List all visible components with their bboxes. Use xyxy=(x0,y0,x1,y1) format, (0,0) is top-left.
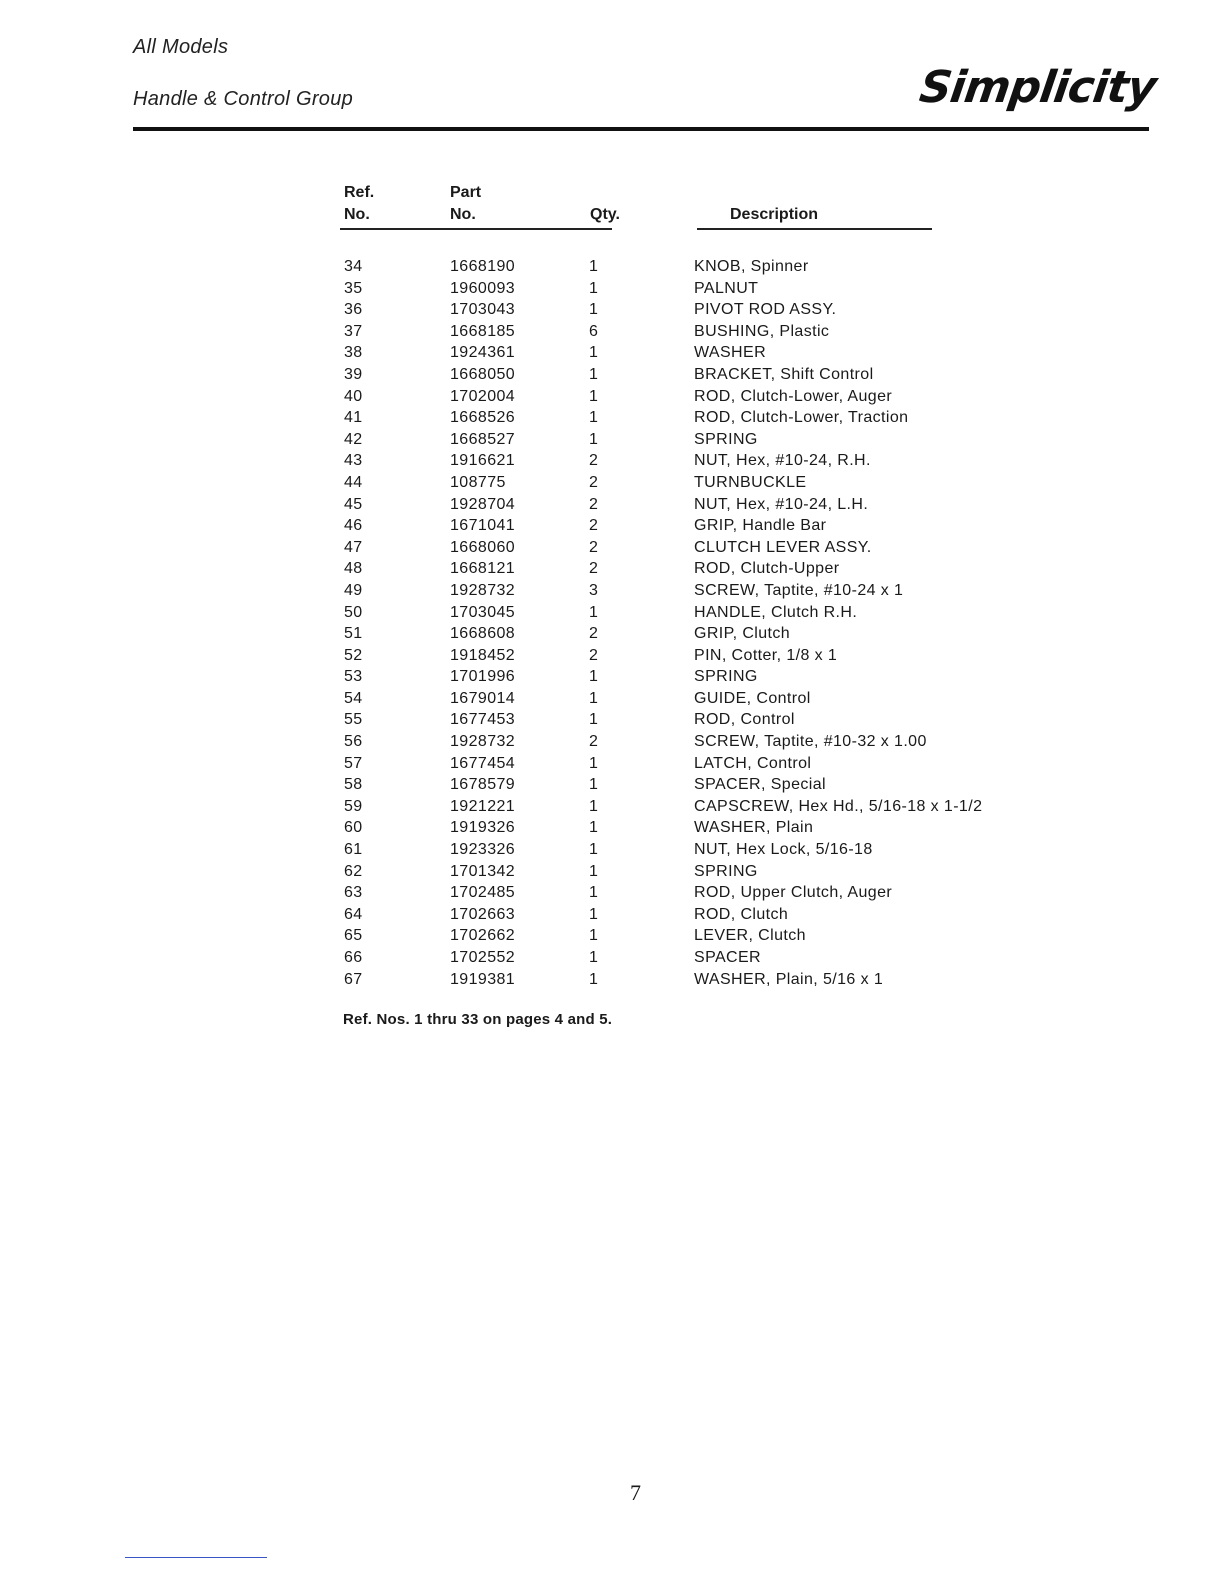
table-row xyxy=(0,839,1224,861)
table-row xyxy=(0,299,1224,321)
part-no-cell: 1668527 xyxy=(450,430,516,448)
ref-no-cell: 47 xyxy=(344,538,363,556)
part-no-cell: 1679014 xyxy=(450,689,516,707)
description-cell: GUIDE, Control xyxy=(694,689,811,707)
part-no-cell: 1918452 xyxy=(450,646,516,664)
table-row xyxy=(0,774,1224,796)
part-no-cell: 1668608 xyxy=(450,625,516,643)
ref-no-cell: 43 xyxy=(344,452,363,470)
table-row xyxy=(0,278,1224,300)
qty-cell: 6 xyxy=(589,322,599,340)
ref-no-cell: 57 xyxy=(344,754,363,772)
part-no-cell: 1702552 xyxy=(450,949,516,966)
ref-no-cell: 65 xyxy=(344,927,363,945)
description-cell: ROD, Upper Clutch, Auger xyxy=(694,884,893,902)
part-no-cell: 1923326 xyxy=(450,841,516,859)
description-cell: WASHER, Plain, 5/16 x 1 xyxy=(694,970,884,988)
column-header-ref-bottom: No. xyxy=(344,206,370,223)
qty-cell: 1 xyxy=(589,776,599,794)
part-no-cell: 1916621 xyxy=(450,452,516,470)
column-header-qty: Qty. xyxy=(590,206,620,223)
qty-cell: 1 xyxy=(589,301,599,319)
table-row xyxy=(0,947,1224,969)
header-model-label: All Models xyxy=(133,36,229,58)
qty-cell: 3 xyxy=(589,581,599,599)
qty-cell: 2 xyxy=(589,560,599,578)
column-header-part xyxy=(450,182,481,226)
header-group-title: Handle & Control Group xyxy=(133,88,354,110)
description-cell: PIN, Cotter, 1/8 x 1 xyxy=(694,646,838,664)
description-cell: CAPSCREW, Hex Hd., 5/16-18 x 1-1/2 xyxy=(694,797,983,815)
part-no-cell: 1924361 xyxy=(450,344,516,362)
description-cell: GRIP, Clutch xyxy=(694,625,791,643)
table-row xyxy=(0,709,1224,731)
description-cell: BRACKET, Shift Control xyxy=(694,365,874,383)
table-row xyxy=(0,342,1224,364)
part-no-cell: 1668050 xyxy=(450,365,516,383)
description-cell: GRIP, Handle Bar xyxy=(694,517,827,535)
description-cell: SPACER xyxy=(694,949,762,966)
description-cell: WASHER, Plain xyxy=(694,819,814,837)
table-row xyxy=(0,904,1224,926)
qty-cell: 1 xyxy=(589,387,599,405)
description-cell: ROD, Control xyxy=(694,711,795,729)
column-header-ref xyxy=(344,182,374,226)
part-no-cell: 1677453 xyxy=(450,711,516,729)
qty-cell: 2 xyxy=(589,452,599,470)
description-cell: LEVER, Clutch xyxy=(694,927,806,945)
ref-no-cell: 34 xyxy=(344,258,363,275)
description-cell: NUT, Hex, #10-24, L.H. xyxy=(694,495,869,513)
table-row xyxy=(0,623,1224,645)
column-header-part-bottom: No. xyxy=(450,206,476,223)
header-underline-right xyxy=(697,228,932,230)
description-cell: ROD, Clutch-Lower, Traction xyxy=(694,409,909,427)
table-row xyxy=(0,450,1224,472)
qty-cell: 2 xyxy=(589,625,599,643)
ref-no-cell: 63 xyxy=(344,884,363,902)
description-cell: ROD, Clutch-Upper xyxy=(694,560,840,578)
description-cell: BUSHING, Plastic xyxy=(694,322,830,340)
column-header-part-top: Part xyxy=(450,184,482,201)
ref-no-cell: 52 xyxy=(344,646,363,664)
qty-cell: 1 xyxy=(589,711,599,729)
part-no-cell: 1671041 xyxy=(450,517,516,535)
qty-cell: 2 xyxy=(589,733,599,751)
table-row xyxy=(0,407,1224,429)
description-cell: PALNUT xyxy=(694,279,759,297)
table-row xyxy=(0,602,1224,624)
ref-no-cell: 50 xyxy=(344,603,363,621)
ref-no-cell: 61 xyxy=(344,841,363,859)
description-cell: WASHER xyxy=(694,344,767,362)
column-header-ref-top: Ref. xyxy=(344,184,375,201)
description-cell: SPACER, Special xyxy=(694,776,826,794)
ref-no-cell: 55 xyxy=(344,711,363,729)
qty-cell: 1 xyxy=(589,884,599,902)
ref-no-cell: 40 xyxy=(344,387,363,405)
part-no-cell: 1921221 xyxy=(450,797,516,815)
table-row xyxy=(0,969,1224,991)
description-cell: SPRING xyxy=(694,430,758,448)
column-header-description: Description xyxy=(730,206,819,223)
parts-list xyxy=(0,256,1224,990)
table-row xyxy=(0,537,1224,559)
ref-no-cell: 64 xyxy=(344,905,363,923)
table-row xyxy=(0,256,1224,278)
part-no-cell: 1702485 xyxy=(450,884,516,902)
description-cell: TURNBUCKLE xyxy=(694,473,807,491)
part-no-cell: 1919381 xyxy=(450,970,516,988)
part-no-cell: 1668185 xyxy=(450,322,516,340)
part-no-cell: 1960093 xyxy=(450,279,516,297)
part-no-cell: 1677454 xyxy=(450,754,516,772)
qty-cell: 1 xyxy=(589,668,599,686)
part-no-cell: 1668190 xyxy=(450,258,516,275)
part-no-cell: 1928732 xyxy=(450,733,516,751)
description-cell: LATCH, Control xyxy=(694,754,812,772)
qty-cell: 2 xyxy=(589,538,599,556)
ref-no-cell: 46 xyxy=(344,517,363,535)
qty-cell: 1 xyxy=(589,258,599,275)
ref-no-cell: 53 xyxy=(344,668,363,686)
description-cell: PIVOT ROD ASSY. xyxy=(694,301,837,319)
table-row xyxy=(0,558,1224,580)
part-no-cell: 1928732 xyxy=(450,581,516,599)
qty-cell: 1 xyxy=(589,949,599,966)
description-cell: NUT, Hex Lock, 5/16-18 xyxy=(694,841,873,859)
header-rule xyxy=(133,127,1149,131)
ref-no-cell: 44 xyxy=(344,473,363,491)
ref-no-cell: 37 xyxy=(344,322,363,340)
table-row xyxy=(0,796,1224,818)
part-no-cell: 1702004 xyxy=(450,387,516,405)
table-row xyxy=(0,817,1224,839)
page-number: 7 xyxy=(630,1480,641,1505)
qty-cell: 1 xyxy=(589,409,599,427)
ref-no-cell: 60 xyxy=(344,819,363,837)
table-row xyxy=(0,688,1224,710)
qty-cell: 1 xyxy=(589,841,599,859)
description-cell: KNOB, Spinner xyxy=(694,258,809,275)
simplicity-logo: Simplicity xyxy=(916,62,1159,113)
qty-cell: 1 xyxy=(589,603,599,621)
table-row xyxy=(0,925,1224,947)
qty-cell: 2 xyxy=(589,473,599,491)
table-row xyxy=(0,645,1224,667)
qty-cell: 1 xyxy=(589,927,599,945)
qty-cell: 1 xyxy=(589,905,599,923)
part-no-cell: 1928704 xyxy=(450,495,516,513)
description-cell: CLUTCH LEVER ASSY. xyxy=(694,538,872,556)
ref-no-cell: 42 xyxy=(344,430,363,448)
bottom-link-underline xyxy=(125,1557,267,1558)
qty-cell: 1 xyxy=(589,797,599,815)
qty-cell: 1 xyxy=(589,862,599,880)
part-no-cell: 1702662 xyxy=(450,927,516,945)
table-row xyxy=(0,494,1224,516)
ref-no-cell: 62 xyxy=(344,862,363,880)
qty-cell: 2 xyxy=(589,517,599,535)
ref-no-cell: 41 xyxy=(344,409,363,427)
ref-no-cell: 36 xyxy=(344,301,363,319)
table-row xyxy=(0,321,1224,343)
qty-cell: 1 xyxy=(589,970,599,988)
part-no-cell: 1668121 xyxy=(450,560,516,578)
table-row xyxy=(0,515,1224,537)
description-cell: ROD, Clutch-Lower, Auger xyxy=(694,387,893,405)
description-cell: ROD, Clutch xyxy=(694,905,789,923)
ref-no-cell: 51 xyxy=(344,625,363,643)
ref-no-cell: 38 xyxy=(344,344,363,362)
table-row xyxy=(0,731,1224,753)
part-no-cell: 108775 xyxy=(450,473,506,491)
table-row xyxy=(0,666,1224,688)
ref-no-cell: 54 xyxy=(344,689,363,707)
qty-cell: 1 xyxy=(589,430,599,448)
qty-cell: 1 xyxy=(589,279,599,297)
ref-no-cell: 59 xyxy=(344,797,363,815)
part-no-cell: 1919326 xyxy=(450,819,516,837)
part-no-cell: 1703043 xyxy=(450,301,516,319)
part-no-cell: 1701996 xyxy=(450,668,516,686)
description-cell: SPRING xyxy=(694,668,758,686)
table-row xyxy=(0,429,1224,451)
part-no-cell: 1668526 xyxy=(450,409,516,427)
table-row xyxy=(0,580,1224,602)
part-no-cell: 1701342 xyxy=(450,862,516,880)
table-row xyxy=(0,861,1224,883)
qty-cell: 1 xyxy=(589,754,599,772)
qty-cell: 1 xyxy=(589,689,599,707)
part-no-cell: 1678579 xyxy=(450,776,516,794)
description-cell: NUT, Hex, #10-24, R.H. xyxy=(694,452,871,470)
description-cell: SPRING xyxy=(694,862,758,880)
qty-cell: 1 xyxy=(589,819,599,837)
ref-no-cell: 39 xyxy=(344,365,363,383)
table-row xyxy=(0,364,1224,386)
table-row xyxy=(0,753,1224,775)
description-cell: SCREW, Taptite, #10-32 x 1.00 xyxy=(694,733,927,751)
ref-no-cell: 66 xyxy=(344,949,363,966)
ref-no-cell: 48 xyxy=(344,560,363,578)
description-cell: SCREW, Taptite, #10-24 x 1 xyxy=(694,581,904,599)
qty-cell: 2 xyxy=(589,646,599,664)
ref-no-cell: 49 xyxy=(344,581,363,599)
ref-no-cell: 35 xyxy=(344,279,363,297)
table-row xyxy=(0,386,1224,408)
ref-no-cell: 56 xyxy=(344,733,363,751)
table-row xyxy=(0,472,1224,494)
qty-cell: 1 xyxy=(589,365,599,383)
header-underline-left xyxy=(340,228,612,230)
part-no-cell: 1668060 xyxy=(450,538,516,556)
qty-cell: 1 xyxy=(589,344,599,362)
qty-cell: 2 xyxy=(589,495,599,513)
ref-no-cell: 58 xyxy=(344,776,363,794)
footnote: Ref. Nos. 1 thru 33 on pages 4 and 5. xyxy=(343,1011,613,1028)
ref-no-cell: 45 xyxy=(344,495,363,513)
table-row xyxy=(0,882,1224,904)
ref-no-cell: 67 xyxy=(344,970,363,988)
description-cell: HANDLE, Clutch R.H. xyxy=(694,603,858,621)
part-no-cell: 1702663 xyxy=(450,905,516,923)
part-no-cell: 1703045 xyxy=(450,603,516,621)
